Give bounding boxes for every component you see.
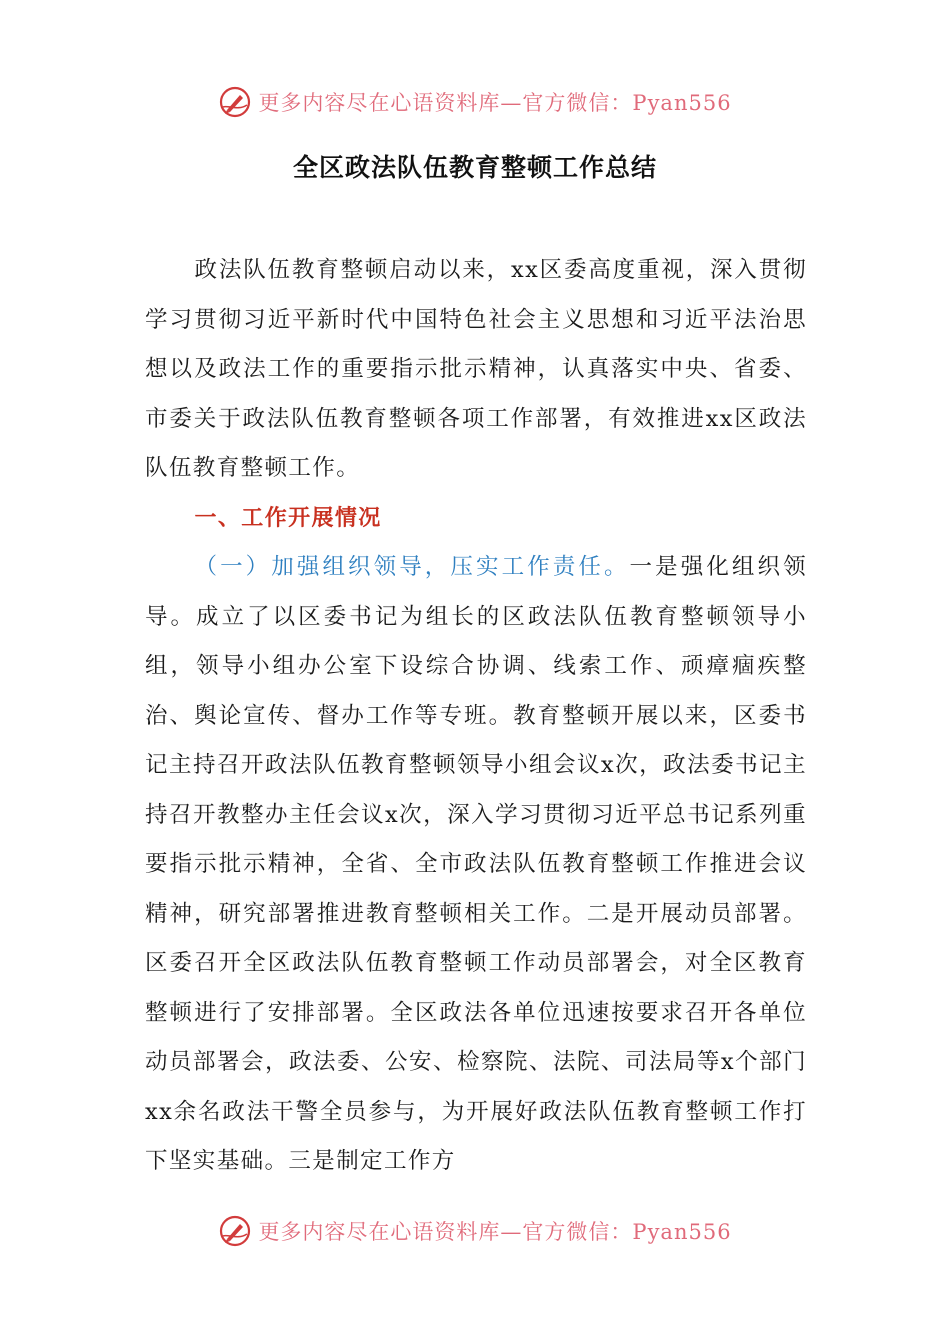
subsection-body: 一是强化组织领导。成立了以区委书记为组长的区政法队伍教育整顿领导小组，领导小组办公室下设综合协调、线索工作、顽瘴痼疾整治、舆论宣传、督办工作等专班。教育整顿开展以来，区委书记主持召开政法队伍教育整顿领导小组会议x次，政法委书记主持召开教整办主任会议x次，深入学习贯彻习近平总书记系列重要指示批示精神，全省、全市政法队伍教育整顿工作推进会议精神，研究部署推进教育整顿相关工作。二是开展动员部署。区委召开全区政法队伍教育整顿工作动员部署会，对全区教育整顿进行了安排部署。全区政法各单位迅速按要求召开各单位动员部署会，政法委、公安、检察院、法院、司法局等x个部门xx余名政法干警全员参与，为开展好政法队伍教育整顿工作打下坚实基础。三是制定工作方 — [145, 554, 807, 1174]
footer-banner-text: 更多内容尽在心语资料库—官方微信：Pyan556 — [258, 1220, 732, 1244]
intro-paragraph: 政法队伍教育整顿启动以来，xx区委高度重视，深入贯彻学习贯彻习近平新时代中国特色社会主义思想和习近平法治思想以及政法工作的重要指示批示精神，认真落实中央、省委、市委关于政法队伍教育整顿各项工作部署，有效推进xx区政法队伍教育整顿工作。 — [145, 257, 807, 481]
section-heading-paragraph — [145, 494, 807, 544]
pen-logo-icon — [218, 1214, 252, 1248]
document-title: 全区政法队伍教育整顿工作总结 — [292, 153, 657, 182]
banner-text: 更多内容尽在心语资料库—官方微信：Pyan556 — [258, 91, 732, 115]
header-banner — [0, 82, 950, 122]
section-heading: 一、工作开展情况 — [194, 505, 382, 531]
subsection-heading: （一）加强组织领导，压实工作责任。 — [194, 554, 630, 580]
document-body — [145, 246, 807, 1187]
body-paragraph — [145, 543, 807, 1187]
pen-logo-icon — [218, 85, 252, 119]
footer-banner — [0, 1211, 950, 1251]
